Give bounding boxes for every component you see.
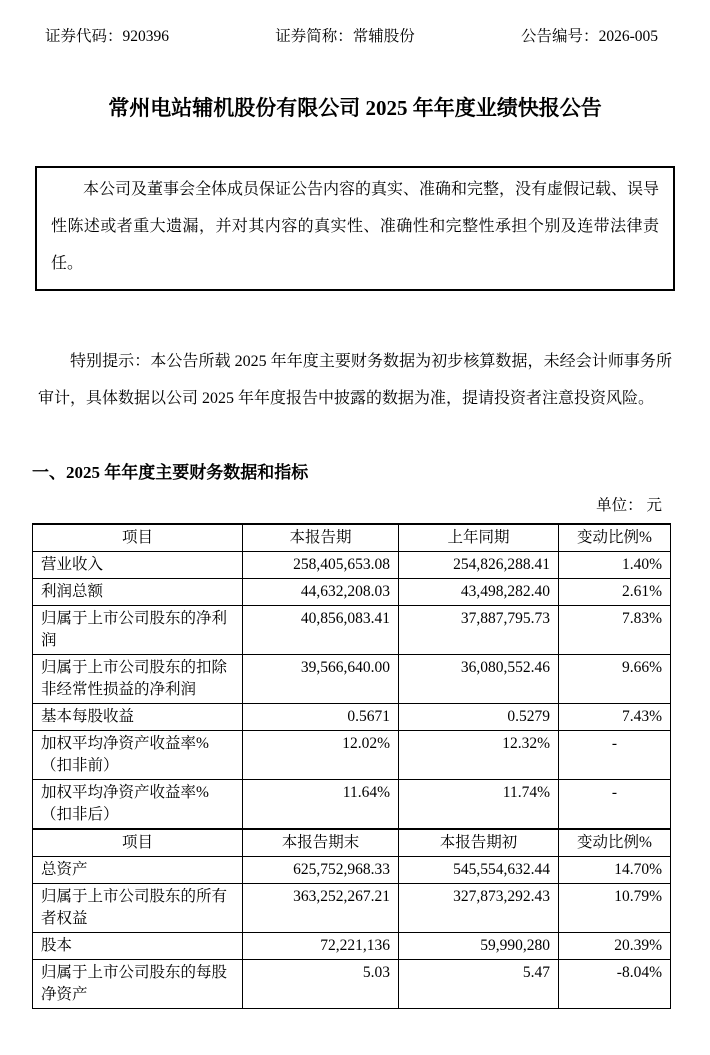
row-value-prior: 254,826,288.41	[399, 551, 559, 578]
row-label: 利润总额	[33, 578, 243, 605]
row-change: 9.66%	[559, 654, 671, 703]
row-label: 加权平均净资产收益率%（扣非后）	[33, 779, 243, 829]
special-note-text: 特别提示：本公告所载 2025 年年度主要财务数据为初步核算数据，未经会计师事务所审计，具体数据以公司 2025 年年度报告中披露的数据为准，提请投资者注意投资风险。	[38, 352, 672, 408]
row-value-begin: 545,554,632.44	[399, 856, 559, 883]
table-row-total-profit	[33, 578, 671, 605]
row-value-prior: 37,887,795.73	[399, 605, 559, 654]
row-value-current: 0.5671	[243, 703, 399, 730]
row-value-begin: 5.47	[399, 959, 559, 1008]
header-item: 项目	[33, 829, 243, 857]
row-value-current: 40,856,083.41	[243, 605, 399, 654]
row-label: 基本每股收益	[33, 703, 243, 730]
row-value-end: 72,221,136	[243, 932, 399, 959]
table-row-roe-after-deduction	[33, 779, 671, 829]
row-value-prior: 43,498,282.40	[399, 578, 559, 605]
row-label: 股本	[33, 932, 243, 959]
header-change-ratio: 变动比例%	[559, 829, 671, 857]
stock-code	[45, 27, 169, 47]
section-heading: 一、2025 年年度主要财务数据和指标	[32, 462, 309, 482]
financial-table	[32, 523, 671, 1009]
table-header-row-balance	[33, 829, 671, 857]
table-row-revenue	[33, 551, 671, 578]
stock-name-value: 常辅股份	[352, 28, 415, 45]
stock-name-label: 证券简称：	[275, 28, 353, 45]
row-value-current: 258,405,653.08	[243, 551, 399, 578]
row-change: 10.79%	[559, 883, 671, 932]
row-value-begin: 59,990,280	[399, 932, 559, 959]
header-change-ratio: 变动比例%	[559, 524, 671, 552]
row-value-begin: 327,873,292.43	[399, 883, 559, 932]
row-label: 归属于上市公司股东的扣除非经常性损益的净利润	[33, 654, 243, 703]
stock-code-value: 920396	[122, 28, 170, 45]
header-item: 项目	[33, 524, 243, 552]
row-value-current: 11.64%	[243, 779, 399, 829]
row-value-prior: 0.5279	[399, 703, 559, 730]
row-value-current: 12.02%	[243, 730, 399, 779]
announcement-number	[521, 27, 658, 47]
row-change: 7.83%	[559, 605, 671, 654]
table-row-net-assets-per-share	[33, 959, 671, 1008]
stock-name	[275, 27, 415, 47]
row-value-end: 5.03	[243, 959, 399, 1008]
row-change: 20.39%	[559, 932, 671, 959]
header-period-begin: 本报告期初	[399, 829, 559, 857]
row-value-end: 625,752,968.33	[243, 856, 399, 883]
row-label: 总资产	[33, 856, 243, 883]
row-label: 归属于上市公司股东的净利润	[33, 605, 243, 654]
header-period-end: 本报告期末	[243, 829, 399, 857]
table-row-net-profit-deducted	[33, 654, 671, 703]
row-label: 营业收入	[33, 551, 243, 578]
row-value-prior: 36,080,552.46	[399, 654, 559, 703]
disclaimer-text: 本公司及董事会全体成员保证公告内容的真实、准确和完整，没有虚假记载、误导性陈述或者重大遗漏，并对其内容的真实性、准确性和完整性承担个别及连带法律责任。	[51, 181, 660, 272]
row-label: 归属于上市公司股东的所有者权益	[33, 883, 243, 932]
row-value-current: 44,632,208.03	[243, 578, 399, 605]
table-row-owners-equity	[33, 883, 671, 932]
row-change: -8.04%	[559, 959, 671, 1008]
table-row-total-assets	[33, 856, 671, 883]
row-change: -	[559, 730, 671, 779]
row-value-end: 363,252,267.21	[243, 883, 399, 932]
header-current-period: 本报告期	[243, 524, 399, 552]
row-value-prior: 11.74%	[399, 779, 559, 829]
header-prior-period: 上年同期	[399, 524, 559, 552]
row-label: 归属于上市公司股东的每股净资产	[33, 959, 243, 1008]
disclaimer-box	[35, 166, 675, 290]
row-value-prior: 12.32%	[399, 730, 559, 779]
table-row-roe-before-deduction	[33, 730, 671, 779]
table-row-share-capital	[33, 932, 671, 959]
unit-label: 单位： 元	[596, 496, 662, 514]
row-change: 7.43%	[559, 703, 671, 730]
row-change: 1.40%	[559, 551, 671, 578]
page-title: 常州电站辅机股份有限公司 2025 年年度业绩快报公告	[108, 96, 602, 120]
announcement-number-label: 公告编号：	[521, 28, 599, 45]
row-change: -	[559, 779, 671, 829]
table-row-basic-eps	[33, 703, 671, 730]
row-change: 14.70%	[559, 856, 671, 883]
row-change: 2.61%	[559, 578, 671, 605]
row-value-current: 39,566,640.00	[243, 654, 399, 703]
announcement-number-value: 2026-005	[598, 28, 658, 45]
table-header-row-period	[33, 524, 671, 552]
stock-code-label: 证券代码：	[45, 28, 123, 45]
table-row-net-profit	[33, 605, 671, 654]
document-meta	[0, 27, 710, 47]
row-label: 加权平均净资产收益率%（扣非前）	[33, 730, 243, 779]
